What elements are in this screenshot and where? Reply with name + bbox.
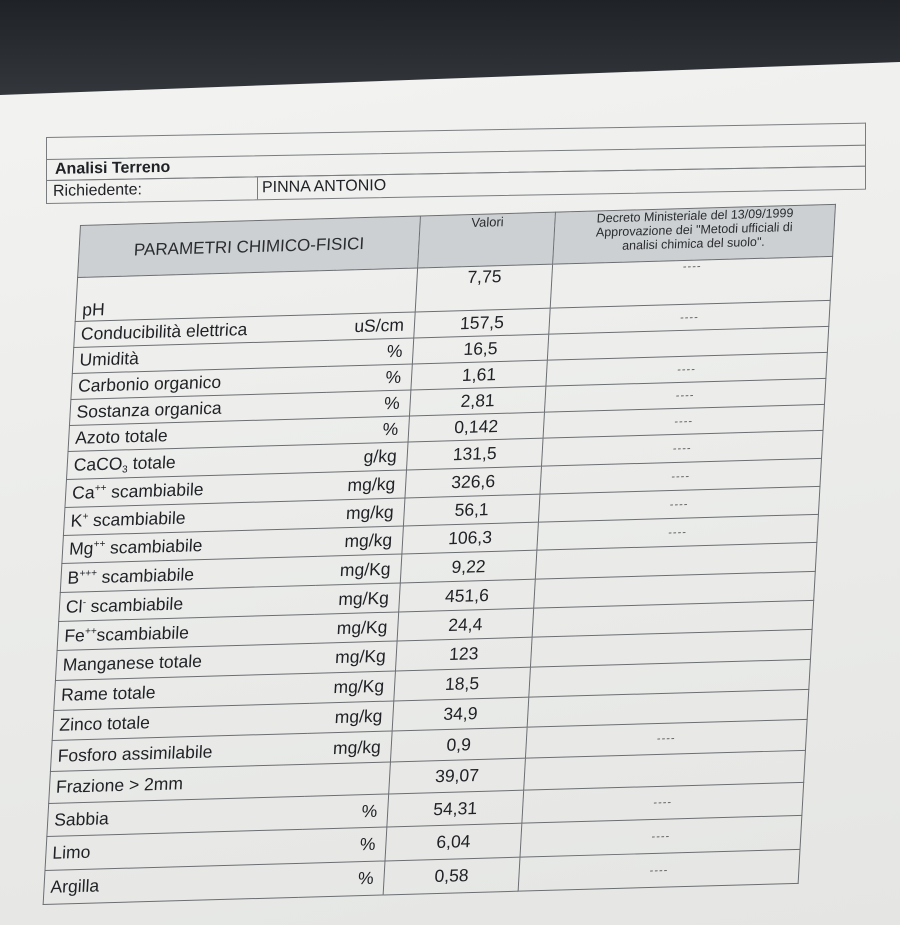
decree-line-3: analisi chimica del suolo".: [621, 234, 766, 253]
parameter-name: [75, 270, 332, 321]
parameter-label-base: Cl: [65, 595, 84, 617]
parameter-value: 39,07: [389, 758, 526, 794]
parameter-label: Sostanza organica: [76, 397, 223, 422]
parameter-label-rest: scambiabile: [96, 563, 195, 587]
decree-reference: ----: [543, 404, 824, 438]
decree-line-2: Approvazione dei "Metodi ufficiali di: [595, 220, 794, 240]
parameter-label: Limo: [51, 841, 91, 863]
parameter-unit: mg/kg: [307, 701, 394, 733]
parameter-label-base: Ca: [71, 482, 96, 503]
parameter-unit: %: [324, 390, 410, 418]
parameter-name: [43, 863, 300, 904]
parameter-label: Umidità: [79, 348, 140, 370]
parameter-unit: mg/Kg: [309, 671, 396, 703]
parameter-label: Argilla: [50, 875, 100, 897]
parameter-label: Manganese totale: [62, 650, 203, 675]
parameter-unit: [330, 268, 417, 314]
parameter-unit: mg/Kg: [315, 554, 402, 585]
parameter-value: 16,5: [412, 334, 548, 364]
parameter-unit: %: [302, 794, 389, 829]
decree-reference: ----: [550, 256, 832, 308]
parameter-value: 326,6: [405, 466, 542, 498]
decree-reference: ----: [549, 300, 830, 334]
parameter-label: Zinco totale: [58, 712, 151, 735]
parameter-label-base: CaCO: [73, 453, 123, 475]
parameter-unit: [304, 762, 391, 796]
parameter-unit: mg/kg: [317, 526, 404, 556]
parameter-label-rest: scambiabile: [87, 507, 187, 531]
parameter-value: 9,22: [400, 550, 537, 583]
decree-reference: ----: [537, 514, 819, 550]
parameter-value: 123: [395, 637, 532, 671]
decree-reference: ----: [542, 430, 824, 466]
parameter-unit: g/kg: [322, 442, 409, 472]
parameter-label-superscript: ++: [84, 625, 98, 637]
parameter-value: 7,75: [415, 264, 552, 312]
parameter-unit: mg/Kg: [314, 583, 401, 614]
parameter-value: 0,58: [383, 857, 520, 895]
decree-reference: ----: [518, 849, 800, 891]
parameter-label: Azoto totale: [74, 425, 169, 448]
requester-label: Richiedente:: [53, 181, 142, 200]
parameter-label: Conducibilità elettrica: [80, 319, 248, 344]
parameter-value: 1,61: [411, 360, 547, 390]
parameter-label-base: Mg: [68, 538, 95, 559]
parameter-value: 131,5: [407, 438, 544, 470]
parameter-label-superscript: +: [82, 511, 89, 523]
decree-reference: ----: [546, 352, 827, 386]
parameter-value: 56,1: [403, 494, 540, 526]
parameter-unit: %: [300, 827, 387, 863]
parameter-label: Frazione > 2mm: [55, 773, 184, 797]
parameter-label-rest: scambiabile: [85, 593, 184, 616]
parameter-label-superscript: -: [82, 596, 87, 608]
document-title: Analisi Terreno: [55, 158, 171, 178]
parameter-value: 18,5: [394, 667, 531, 701]
parameter-label-rest: scambiabile: [95, 621, 190, 645]
parameter-label-subscript: 3: [121, 464, 128, 476]
parameter-unit: %: [327, 338, 413, 366]
parameter-value: 106,3: [402, 522, 539, 554]
parameter-label: pH: [81, 299, 106, 320]
parameters-table: [43, 204, 836, 905]
parameter-label-base: B: [67, 566, 80, 588]
parameter-label-superscript: ++: [93, 538, 106, 551]
parameter-label-rest: scambiabile: [104, 535, 204, 558]
parameter-label-superscript: +++: [79, 567, 98, 579]
parameter-label: Sabbia: [53, 807, 110, 830]
parameter-unit: mg/kg: [320, 470, 407, 500]
parameter-label-rest: scambiabile: [105, 479, 205, 502]
parameter-label-rest: totale: [127, 451, 177, 474]
parameter-value: 2,81: [409, 386, 545, 416]
decree-reference: ----: [544, 378, 825, 412]
parameter-label-base: K: [70, 510, 83, 531]
decree-reference: ----: [522, 782, 804, 823]
parameter-value: 6,04: [385, 823, 522, 861]
parameter-label-superscript: ++: [94, 482, 107, 495]
parameter-unit: %: [298, 861, 385, 897]
parameter-value: 34,9: [392, 697, 529, 731]
parameter-unit: %: [326, 364, 412, 392]
parameter-label: Rame totale: [60, 682, 157, 705]
parameter-value: 0,9: [390, 727, 527, 762]
parameter-unit: mg/Kg: [310, 641, 397, 673]
value-column-header: Valori: [418, 212, 556, 268]
parameter-label: Fosforo assimilabile: [57, 740, 214, 766]
decree-reference: ----: [520, 815, 802, 857]
decree-reference: ----: [540, 458, 822, 494]
parameter-unit: uS/cm: [329, 312, 415, 340]
document-header: [46, 123, 864, 207]
decree-reference: ----: [525, 719, 807, 758]
parameter-value: 54,31: [387, 790, 524, 827]
decree-reference: ----: [538, 486, 820, 522]
parameter-value: 0,142: [408, 412, 544, 442]
requester-value: PINNA ANTONIO: [257, 175, 386, 199]
param-column-header: PARAMETRI CHIMICO-FISICI: [78, 216, 421, 278]
parameter-unit: mg/kg: [305, 731, 392, 764]
parameter-unit: mg/kg: [318, 498, 405, 528]
decree-line-1: Decreto Ministeriale del 13/09/1999: [596, 206, 794, 226]
parameter-value: 24,4: [397, 608, 534, 641]
parameter-unit: mg/Kg: [312, 612, 399, 643]
decree-column-header: [553, 204, 836, 264]
parameter-value: 451,6: [399, 579, 536, 612]
parameter-value: 157,5: [414, 308, 550, 338]
parameter-unit: %: [323, 416, 409, 444]
parameter-label-base: Fe: [63, 624, 86, 646]
parameter-label: Carbonio organico: [77, 371, 222, 396]
